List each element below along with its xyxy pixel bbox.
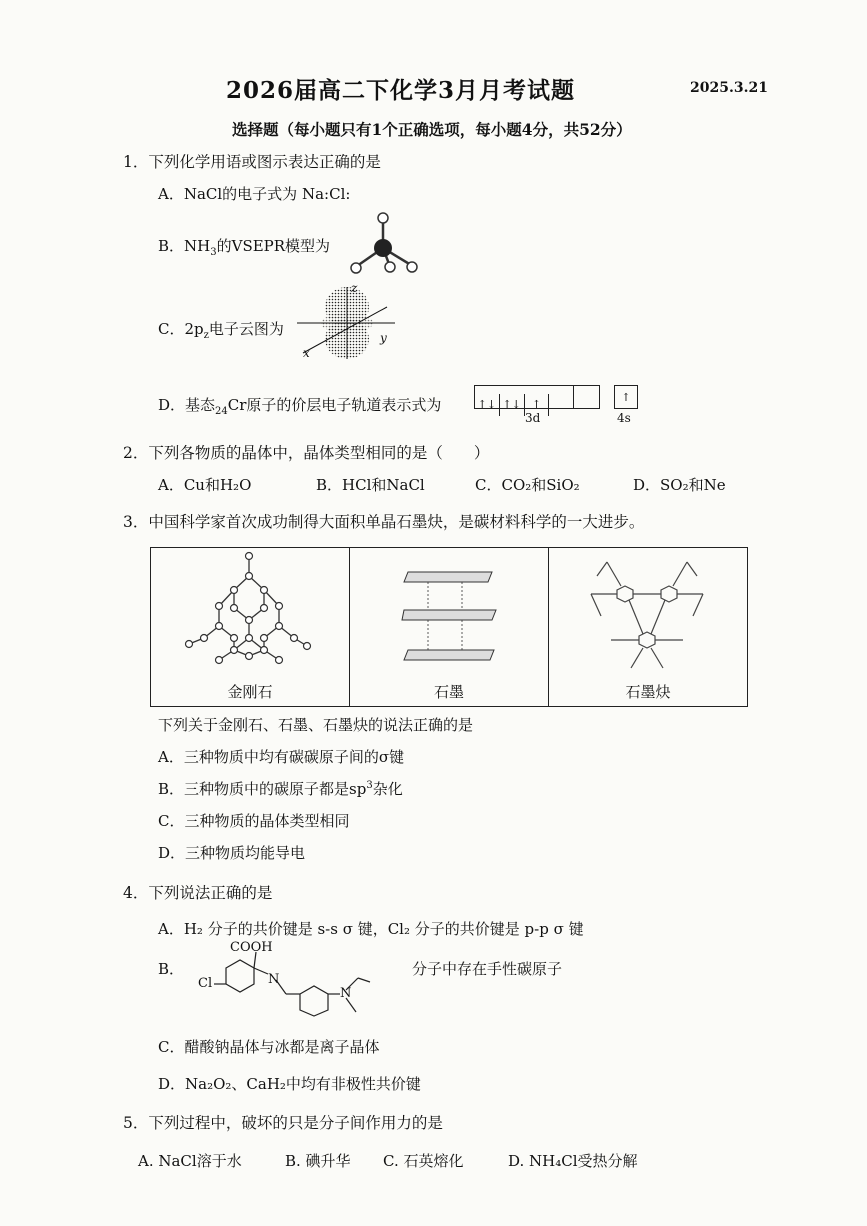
- diamond-structure-diagram: [179, 550, 324, 670]
- pz-electron-cloud-diagram: [295, 283, 405, 363]
- exam-date: 2025.3.21: [690, 80, 768, 96]
- q3-sub-stem: 下列关于金刚石、石墨、石墨炔的说法正确的是: [158, 716, 474, 734]
- graphdiyne-panel: [549, 548, 747, 706]
- orbital-cell: ↑: [621, 391, 631, 404]
- graphite-panel: [350, 548, 549, 706]
- amine-n-label: N: [340, 986, 352, 1001]
- axis-x-label: x: [303, 346, 310, 360]
- cooh-group-label: COOH: [230, 940, 273, 955]
- graphdiyne-structure-diagram: [587, 556, 707, 671]
- q3-option-a: A．三种物质中均有碳碳原子间的σ键: [158, 748, 405, 766]
- q5-option-a: A. NaCl溶于水: [138, 1152, 242, 1170]
- exam-title: 2026届高二下化学3月月考试题: [226, 77, 576, 104]
- q4-molecule-structure: [196, 940, 396, 1015]
- q3-option-b: B．三种物质中的碳原子都是$sp^3$杂化: [158, 780, 403, 798]
- orbital-cell: [549, 386, 574, 408]
- graphdiyne-label: 石墨炔: [625, 683, 671, 701]
- q1-stem: 1．下列化学用语或图示表达正确的是: [123, 153, 381, 171]
- q1-option-b: B．$NH_3$的VSEPR模型为: [158, 237, 331, 258]
- orbital-3d-box: [474, 385, 600, 409]
- diamond-label: 金刚石: [227, 683, 273, 701]
- q2-option-c: C．CO₂和SiO₂: [475, 476, 580, 494]
- q5-stem: 5．下列过程中，破坏的只是分子间作用力的是: [123, 1114, 443, 1132]
- orbital-cell: ↑↓: [475, 394, 500, 416]
- q2-option-a: A．Cu和H₂O: [158, 476, 252, 494]
- q5-option-b: B. 碘升华: [285, 1152, 351, 1170]
- q4-option-b-text: 分子中存在手性碳原子: [412, 960, 563, 978]
- axis-y-label: y: [380, 331, 387, 345]
- orbital-4s-label: 4s: [617, 411, 631, 425]
- q4-option-d: D．Na₂O₂、CaH₂中均有非极性共价键: [158, 1075, 421, 1093]
- q2-option-d: D．SO₂和Ne: [633, 476, 726, 494]
- nacl-electron-formula: Na:Cl:: [301, 185, 351, 203]
- q2-option-b: B．HCl和NaCl: [316, 476, 425, 494]
- section-heading: 选择题（每小题只有1个正确选项，每小题4分，共52分）: [232, 120, 632, 139]
- axis-z-label: z: [351, 281, 358, 295]
- graphite-structure-diagram: [400, 558, 500, 668]
- graphite-label: 石墨: [433, 683, 464, 701]
- q5-option-c: C. 石英熔化: [383, 1152, 464, 1170]
- q4-option-b-label: B．: [158, 960, 185, 978]
- orbital-cell: [574, 386, 599, 408]
- q5-option-d: D. NH₄Cl受热分解: [508, 1152, 638, 1170]
- orbital-cell: ↑↓: [500, 394, 525, 416]
- carbon-structures-figure: [150, 547, 748, 707]
- imine-n-label: N: [268, 972, 280, 987]
- q1-option-a: A．NaCl的电子式为 Na:Cl:: [158, 185, 351, 203]
- q1-option-d: D．基态$_{24}$Cr原子的价层电子轨道表示式为: [158, 396, 442, 417]
- q3-option-c: C．三种物质的晶体类型相同: [158, 812, 350, 830]
- q3-stem: 3．中国科学家首次成功制得大面积单晶石墨炔，是碳材料科学的一大进步。: [123, 513, 645, 531]
- nh3-vsepr-model-diagram: [345, 210, 425, 280]
- q1-option-c: C．$2p_z$电子云图为: [158, 320, 284, 341]
- cl-atom-label: Cl: [198, 976, 213, 991]
- q4-option-a: A．H₂ 分子的共价键是 s-s σ 键，Cl₂ 分子的共价键是 p-p σ 键: [158, 920, 584, 938]
- orbital-cell: ↑: [525, 394, 550, 416]
- diamond-panel: [151, 548, 350, 706]
- q4-stem: 4．下列说法正确的是: [123, 884, 273, 902]
- orbital-3d-label: 3d: [525, 411, 541, 425]
- orbital-4s-box: [614, 385, 638, 409]
- q4-option-c: C．醋酸钠晶体与冰都是离子晶体: [158, 1038, 380, 1056]
- q2-stem: 2．下列各物质的晶体中，晶体类型相同的是（ ）: [123, 444, 490, 462]
- q3-option-d: D．三种物质均能导电: [158, 844, 306, 862]
